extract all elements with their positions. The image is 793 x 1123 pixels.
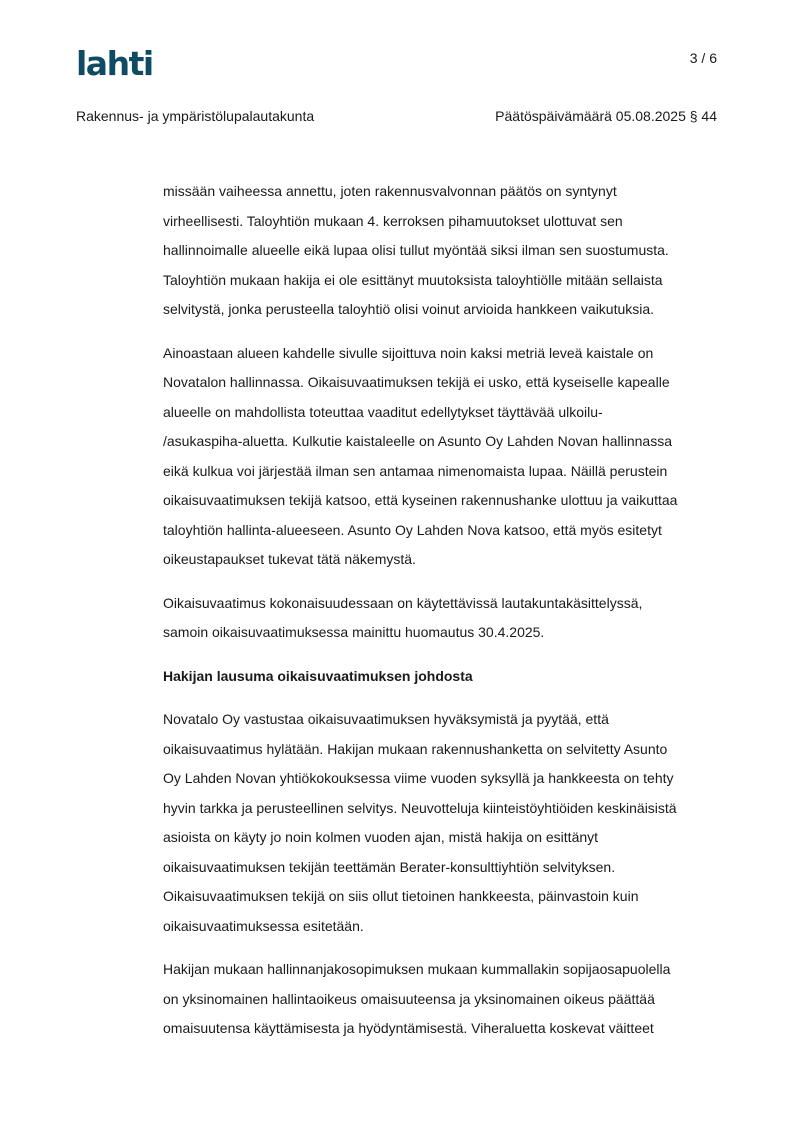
text-line: alueelle on mahdollista toteuttaa vaaditut edellytykset täyttävää ulkoilu- [163,403,603,420]
text-line: taloyhtiön hallinta-alueeseen. Asunto Oy Lahden Nova katsoo, että myös esitetyt [163,521,662,538]
page-number: 3 / 6 [689,50,717,66]
text-line: selvitystä, jonka perusteella taloyhtiö olisi voinut arvioida hankkeen vaikutuksia. [163,301,655,317]
text-line: samoin oikaisuvaatimuksessa mainittu huomautus 30.4.2025. [163,624,545,640]
text-line: oikaisuvaatimus hylätään. Hakijan mukaan rakennushanketta on selvitetty Asunto [163,740,668,757]
paragraph [163,955,733,1044]
text-line: hyvin tarkka ja perusteellinen selvitys. Neuvotteluja kiinteistöyhtiöiden keskinäisistä [163,799,677,816]
text-line: asioista on käyty jo noin kolmen vuoden ajan, mistä hakija on esittänyt [163,829,599,845]
text-line: oikeustapaukset tukevat tätä näkemystä. [163,551,416,567]
lahti-logo: lahti [76,44,153,83]
text-line: Oikaisuvaatimus kokonaisuudessaan on käytettävissä lautakuntakäsittelyssä, [163,594,643,611]
paragraph [163,339,733,575]
document-body [163,177,733,1058]
text-line: Novatalo Oy vastustaa oikaisuvaatimuksen hyväksymistä ja pyytää, että [163,711,609,727]
paragraph [163,177,733,325]
text-line: Oikaisuvaatimuksen tekijä on siis ollut tietoinen hankkeesta, päinvastoin kuin [163,888,639,904]
text-line: Hakijan mukaan hallinnanjakosopimuksen mukaan kummallakin sopijaosapuolella [163,961,671,977]
text-line: oikaisuvaatimuksessa esitetään. [163,917,364,934]
text-line: oikaisuvaatimuksen tekijä katsoo, että kyseinen rakennushanke ulottuu ja vaikuttaa [163,492,678,508]
text-line: oikaisuvaatimuksen tekijän teettämän Berater-konsulttiyhtiön selvityksen. [163,858,616,875]
paragraph [163,589,733,648]
document-header [76,108,717,124]
organization-name: Rakennus- ja ympäristölupalautakunta [76,108,315,124]
decision-date: Päätöspäivämäärä 05.08.2025 § 44 [495,108,717,124]
text-line: on yksinomainen hallintaoikeus omaisuuteensa ja yksinomainen oikeus päättää [163,990,655,1007]
text-line: missään vaiheessa annettu, joten rakennusvalvonnan päätös on syntynyt [163,183,617,199]
text-line: Ainoastaan alueen kahdelle sivulle sijoittuva noin kaksi metriä leveä kaistale on [163,344,654,361]
text-line: omaisuutensa käyttämisesta ja hyödyntämisestä. Viheraluetta koskevat väitteet [163,1020,654,1036]
text-line: eikä kulkua voi järjestää ilman sen antamaa nimenomaista lupaa. Näillä perustein [163,462,668,479]
text-line: hallinnoimalle alueelle eikä lupaa olisi tullut myöntää siksi ilman sen suostumusta. [163,242,669,258]
text-line: Novatalon hallinnassa. Oikaisuvaatimuksen tekijä ei usko, että kyseiselle kapealle [163,374,670,390]
text-line: Oy Lahden Novan yhtiökokouksessa viime vuoden syksyllä ja hankkeesta on tehty [163,770,674,786]
section-heading: Hakijan lausuma oikaisuvaatimuksen johdosta [163,667,473,684]
paragraph [163,705,733,941]
text-line: /asukaspiha-aluetta. Kulkutie kaistaleelle on Asunto Oy Lahden Novan hallinnassa [163,433,672,449]
text-line: virheellisesti. Taloyhtiön mukaan 4. kerroksen pihamuutokset ulottuvat sen [163,212,623,229]
text-line: Taloyhtiön mukaan hakija ei ole esittänyt muutoksista taloyhtiölle mitään sellaista [163,271,663,288]
